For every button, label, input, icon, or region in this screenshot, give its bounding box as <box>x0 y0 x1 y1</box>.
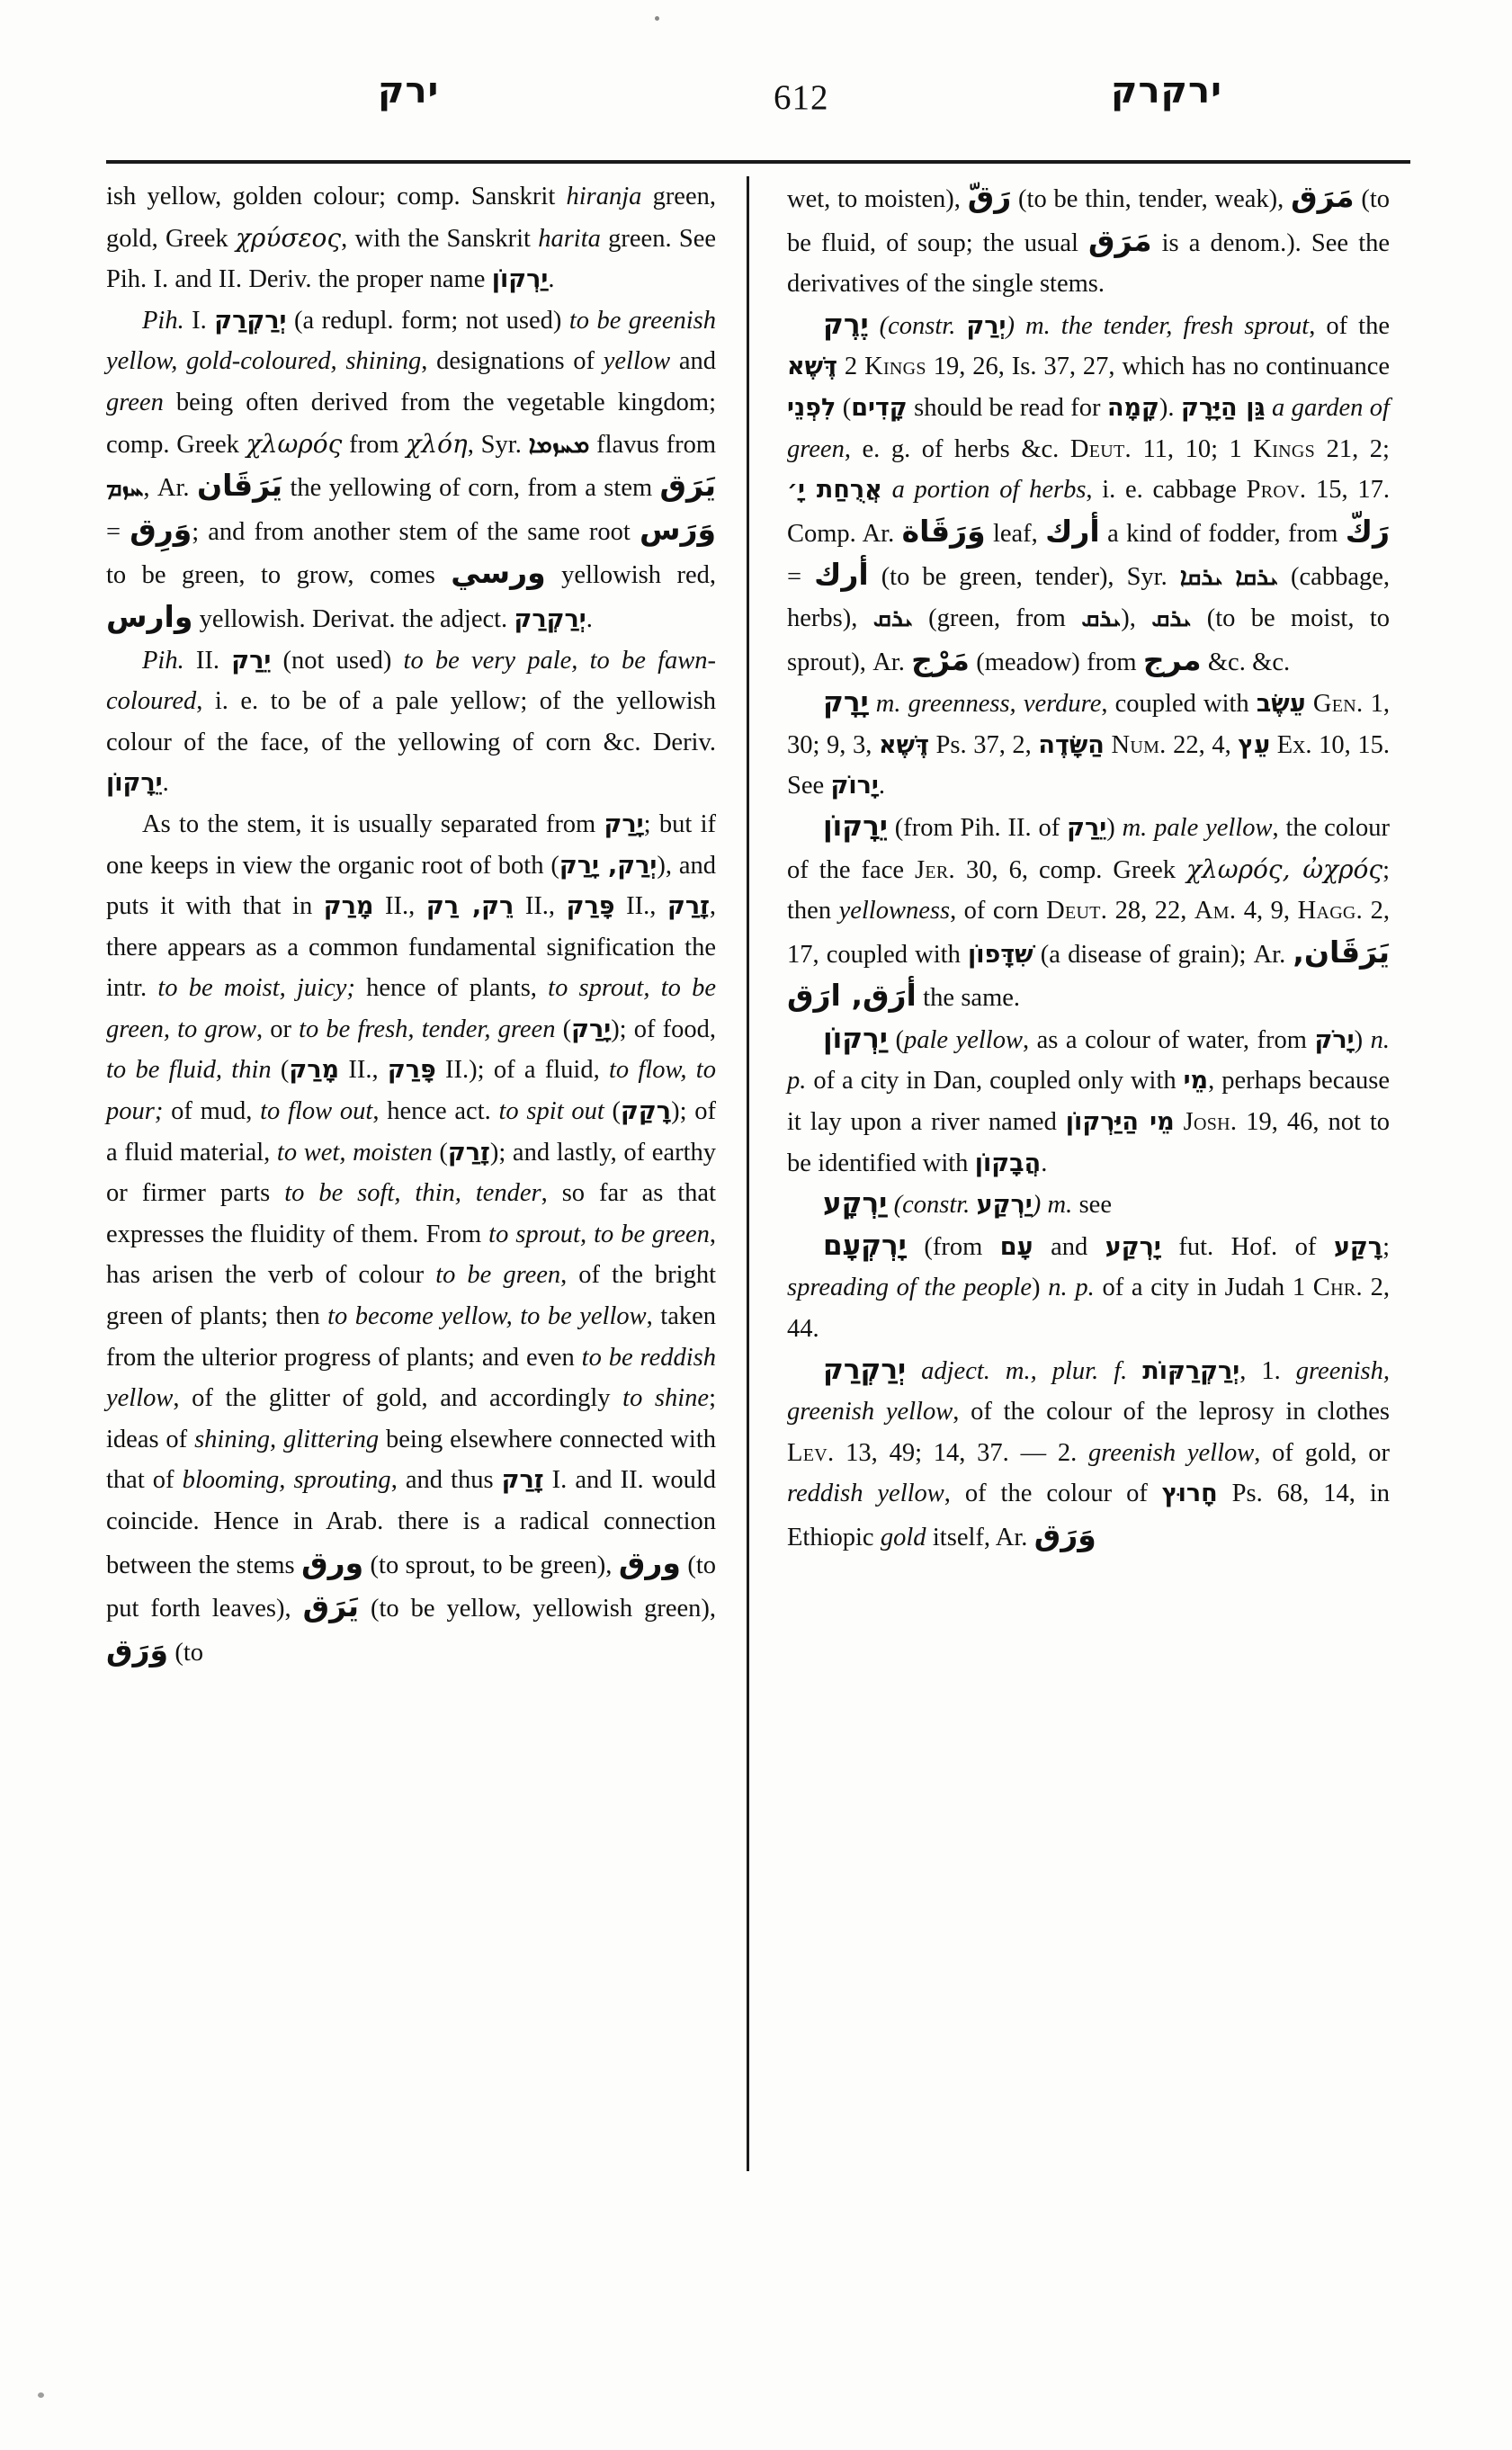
para-as-to-the-stem: As to the stem, it is usually separated from יָרַק; but if one keeps in view the organic root of both (יְרַק, יָרַק), and puts it with that in מָרַק II., רֵק, רַק II., פָּרַק II., זָרַק, there appears as a common fundamental signification the intr. to be moist, juicy; hence of plants, to sprout, to be green, to grow, or to be fresh, tender, green (יָרַק); of food, to be fluid, thin (מָרַק II., פָּרַק II.); of a fluid, to flow, to pour; of mud, to flow out, hence act. to spit out (רָקַק); of a fluid material, to wet, moisten (זָרַק); and lastly, of earthy or firmer parts to be soft, thin, tender, so far as that expresses the fluidity of them. From to sprout, to be green, has arisen the verb of colour to be green, of the bright green of plants; then to become yellow, to be yellow, taken from the ulterior progress of plants; and even to be reddish yellow, of the glitter of gold, and accordingly to shine; ideas of shining, glittering being elsewhere connected with that of blooming, sprouting, and thus זָרַק I. and II. would coincide. Hence in Arab. there is a radical connection between the stems ورق (to sprout, to be green), ورق (to put forth leaves), يَرَق (to be yellow, yellowish green), وَرَق (to <box>106 809 717 1668</box>
hebrew-word: חָרוּץ <box>1161 1480 1218 1508</box>
scripture-reference: Josh. <box>1183 1108 1238 1137</box>
arabic-word: وَرَقَاة <box>901 513 986 549</box>
hebrew-word: יְרַקְרַק <box>214 306 287 335</box>
scripture-reference: Lev. <box>787 1438 835 1467</box>
italic-gloss: reddish yellow <box>787 1480 944 1508</box>
hebrew-word: זָרַק <box>501 1466 544 1495</box>
arabic-word: وَرَق <box>106 1632 169 1668</box>
hebrew-word: מָרַק <box>323 892 374 921</box>
hebrew-word: יֵרָקוֹן <box>106 769 163 798</box>
italic-gloss: to be greenish yellow, gold-coloured, shining <box>106 306 716 376</box>
arabic-word: ورق <box>301 1544 364 1580</box>
arabic-word: مرج <box>1142 641 1202 677</box>
para-continuation-wet-to-moisten: wet, to moisten), رَقّ (to be thin, tender, weak), مَرَق (to be fluid, of soup; the usual مَرَق is a denom.). See the derivatives of the single stems. <box>787 179 1391 299</box>
hebrew-word: גַּן הַיָּרָק <box>1180 393 1266 422</box>
hebrew-word: יָרְקְעָם <box>823 1229 907 1262</box>
greek-word: χλωρός, ὠχρός <box>1186 854 1383 884</box>
arabic-word: ورسي <box>451 555 546 591</box>
italic-gloss: to be moist, juicy; <box>157 974 355 1003</box>
entry-yaraq-greenness: יָרָק m. greenness, verdure, coupled with עֵשֶׂב Gen. 1, 30; 9, 3, דֶּשֶׁא Ps. 37, 2, הַשָּׂדֶה Num. 22, 4, עֵץ Ex. 10, 15. See יָרוֹק. <box>787 686 1390 800</box>
arabic-word: أرك <box>814 557 869 593</box>
running-head-left-hebrew: ירק <box>378 70 440 112</box>
hebrew-word: יַרְקָע <box>823 1187 888 1221</box>
italic-gloss: Pih. <box>142 646 184 675</box>
entry-yereq: יֶרֶק (constr. יְרַק) m. the tender, fresh sprout, of the דֶּשֶׁא 2 Kings 19, 26, Is. 37, 27, which has no continuance לִפְנֵי (קָדִים should be read for קָמָה). גַּן הַיָּרָק a garden of green, e. g. of herbs &c. Deut. 11, 10; 1 Kings 21, 2; אֲרֻחַת יָ׳ a portion of herbs, i. e. cabbage Prov. 15, 17. Comp. Ar. وَرَقَاة leaf, أرك a kind of fodder, from رَكّ = أرك (to be green, tender), Syr. ܝܪܩܐ ܝܪܩܐ (cabbage, herbs), ܝܪܩ (green, from ܝܪܩ), ܝܪܩ (to be moist, to sprout), Ar. مَرْج (meadow) from مرج &c. &c. <box>787 308 1391 677</box>
italic-gloss: blooming, sprouting <box>182 1466 391 1495</box>
hebrew-word: יָרָק <box>823 686 869 720</box>
syriac-word: ܡܚܙܡܐ <box>528 430 590 459</box>
italic-gloss: to be soft, thin, tender <box>284 1179 541 1208</box>
hebrew-word: יַרְקוֹן <box>823 1022 888 1055</box>
para-pih-1: Pih. I. יְרַקְרַק (a redupl. form; not used) to be greenish yellow, gold-coloured, shining, designations of yellow and green being often derived from the vegetable kingdom; comp. Greek χλωρός from χλόη, Syr. ܡܚܙܡܐ flavus from ܚܙܡ, Ar. يَرَقَان the yellowing of corn, from a stem يَرَق = وَرِق; and from another stem of the same root وَرَس to be green, to grow, comes ورسي yellowish red, وارس yellowish. Derivat. the adject. יְרַקְרַק. <box>106 306 717 634</box>
italic-gloss: to wet, moisten <box>276 1138 433 1167</box>
scan-speck-top <box>655 16 659 21</box>
italic-gloss: to be green <box>435 1261 561 1290</box>
italic-gloss: ) <box>1006 311 1026 340</box>
italic-gloss: a garden of green <box>787 393 1390 463</box>
hebrew-word: רֵק, רַק <box>425 892 514 921</box>
scripture-reference: Kings <box>1253 434 1316 463</box>
hebrew-word: יֵרַק <box>231 646 272 675</box>
italic-gloss: to be fluid, thin <box>106 1056 272 1085</box>
italic-gloss: to be fresh, tender, green <box>299 1015 556 1043</box>
italic-gloss: pale yellow <box>903 1025 1023 1054</box>
arabic-word: وَرَس <box>639 511 716 547</box>
arabic-word: ورق <box>618 1544 681 1580</box>
hebrew-word: יָרֹק <box>1314 1025 1355 1054</box>
arabic-word: مَرْج <box>911 641 970 677</box>
hebrew-word: עֵשֶׂב <box>1256 690 1306 719</box>
hebrew-word: יָרַק <box>571 1015 612 1043</box>
hebrew-word: מֵי <box>1183 1067 1209 1095</box>
arabic-word: وَرَق <box>1033 1517 1096 1552</box>
hebrew-word: פָּרַק <box>566 892 615 921</box>
arabic-word: رَكّ <box>1345 513 1391 549</box>
syriac-word: ܝܪܩ <box>872 604 913 632</box>
running-head <box>108 70 1409 142</box>
hebrew-word: רָקַק <box>621 1097 672 1126</box>
italic-gloss: yellowness <box>838 897 951 925</box>
syriac-word: ܝܪܩ <box>1151 604 1192 632</box>
italic-gloss: to sprout, to be green, to grow <box>106 974 716 1043</box>
arabic-word: يَرَق <box>302 1588 359 1624</box>
italic-gloss: to sprout, to be green <box>488 1220 710 1248</box>
hebrew-word: יְרַקְרַקּוֹת <box>1142 1356 1240 1385</box>
hebrew-word: הֲבָקוֹן <box>974 1149 1042 1177</box>
italic-gloss: (constr. <box>868 311 967 340</box>
italic-gloss: gold <box>880 1524 926 1551</box>
hebrew-word: יֵרַק <box>1067 813 1107 842</box>
scan-speck-bottom <box>38 2392 44 2398</box>
italic-gloss: to flow, to pour; <box>106 1056 716 1126</box>
italic-gloss: m. the tender, fresh sprout <box>1025 311 1310 340</box>
greek-word: χρύσεος <box>235 222 342 253</box>
hebrew-word: עֵץ <box>1238 730 1271 759</box>
hebrew-word: יָרַק <box>604 809 644 838</box>
italic-gloss: yellow <box>603 347 671 376</box>
arabic-word: أرك <box>1045 513 1100 549</box>
hebrew-word: מֵי הַיַּרְקוֹן <box>1065 1108 1175 1137</box>
italic-gloss: harita <box>538 224 601 253</box>
hebrew-word: רָקַע <box>1333 1232 1383 1261</box>
arabic-word: وارس <box>106 598 193 634</box>
hebrew-word: יְרַקְרַק <box>514 604 586 633</box>
scripture-reference: Gen. <box>1312 690 1364 719</box>
italic-gloss: to spit out <box>498 1097 604 1126</box>
italic-gloss: n. p. <box>787 1025 1391 1095</box>
italic-gloss: hiranja <box>566 183 642 210</box>
hebrew-word: יָרוֹק <box>830 772 879 800</box>
arabic-word: مَرَق <box>1088 222 1152 258</box>
syriac-word: ܝܪܩܐ <box>1235 563 1279 592</box>
header-rule <box>106 160 1410 164</box>
italic-gloss: to be very pale, to be fawn-coloured <box>106 646 716 716</box>
italic-gloss: m. pale yellow <box>1122 813 1273 842</box>
scripture-reference: Jer. <box>915 855 955 884</box>
syriac-word: ܚܙܡ <box>106 474 144 503</box>
hebrew-word: יֵרָקוֹן <box>823 809 888 843</box>
italic-gloss: shining, glittering <box>194 1425 380 1453</box>
entry-yorqeam: יָרְקְעָם (from עָם and יָרְקַע fut. Hof. of רָקַע; spreading of the people) n. p. of a city in Judah 1 Chr. 2, 44. <box>787 1229 1390 1344</box>
syriac-word: ܝܪܩܐ <box>1179 563 1223 592</box>
hebrew-word: זָרַק <box>667 892 710 921</box>
italic-gloss: to shine <box>622 1384 710 1413</box>
hebrew-word: קָדִים <box>851 393 908 422</box>
hebrew-word: זָרַק <box>447 1138 490 1167</box>
italic-gloss: to be reddish yellow <box>106 1343 716 1413</box>
syriac-word: ܝܪܩ <box>1081 604 1122 632</box>
hebrew-word: פָּרַק <box>387 1056 436 1085</box>
italic-gloss: n. p. <box>1048 1274 1095 1302</box>
page-number: 612 <box>774 78 829 117</box>
hebrew-word: יְרַק, יָרַק <box>559 851 658 880</box>
greek-word: χλωρός <box>246 428 343 459</box>
italic-gloss: m. <box>1047 1191 1073 1220</box>
italic-gloss: ) <box>1032 1191 1048 1220</box>
column-divider <box>747 176 749 2171</box>
hebrew-word: יְרַק <box>966 311 1007 340</box>
italic-gloss: a portion of herbs <box>891 476 1087 505</box>
running-head-right-hebrew: ירקרק <box>1111 70 1222 112</box>
scripture-reference: Chr. <box>1312 1274 1363 1302</box>
italic-gloss: adject. m., plur. f. <box>921 1356 1128 1385</box>
scripture-reference: Am. <box>1194 897 1237 925</box>
italic-gloss: (constr. <box>887 1191 977 1220</box>
arabic-word: يَرَقَان, أرَق, ارَق <box>787 934 1390 1014</box>
entry-yarqa: יַרְקָע (constr. יַרְקַע) m. see <box>823 1187 1112 1221</box>
hebrew-word: קָמָה <box>1106 393 1159 422</box>
para-pih-2: Pih. II. יֵרַק (not used) to be very pale, to be fawn-coloured, i. e. to be of a pale yellow; of the yellowish colour of the face, of the yellowing of corn &c. Deriv. יֵרָקוֹן. <box>106 646 716 798</box>
entry-yeraqon-pale-yellow: יֵרָקוֹן (from Pih. II. of יֵרַק) m. pale yellow, the colour of the face Jer. 30, 6, comp. Greek χλωρός, ὠχρός; then yellowness, of corn Deut. 28, 22, Am. 4, 9, Hagg. 2, 17, coupled with שִׁדָּפוֹן (a disease of grain); Ar. يَرَقَان, أرَق, ارَق the same. <box>787 809 1390 1014</box>
hebrew-word: דֶּשֶׁא <box>878 730 929 759</box>
scripture-reference: Hagg. <box>1297 897 1364 925</box>
entry-yarqon-city-in-dan: יַרְקוֹן (pale yellow, as a colour of water, from יָרֹק) n. p. of a city in Dan, coupled only with מֵי, perhaps because it lay upon a river named מֵי הַיַּרְקוֹן Josh. 19, 46, not to be identified with הֲבָקוֹן. <box>787 1022 1391 1177</box>
arabic-word: يَرَق <box>659 468 716 504</box>
hebrew-word: אֲרֻחַת יָ׳ <box>787 476 882 505</box>
scripture-reference: Deut. <box>1046 897 1108 925</box>
entry-yeraqraq: יְרַקְרַק adject. m., plur. f. יְרַקְרַקּוֹת, 1. greenish, greenish yellow, of the colour of the leprosy in clothes Lev. 13, 49; 14, 37. — 2. greenish yellow, of gold, or reddish yellow, of the colour of חָרוּץ Ps. 68, 14, in Ethiopic gold itself, Ar. وَرَق <box>787 1353 1391 1552</box>
italic-gloss: to flow out <box>260 1097 373 1126</box>
hebrew-word: יָרְקַע <box>1105 1232 1161 1261</box>
italic-gloss: to become yellow, to be yellow <box>327 1302 647 1331</box>
hebrew-word: דֶּשֶׁא <box>787 353 838 381</box>
scripture-reference: Deut. <box>1069 434 1132 463</box>
italic-gloss: greenish, greenish yellow <box>787 1356 1390 1426</box>
column-container <box>106 176 1412 2200</box>
italic-gloss: spreading of the people <box>787 1274 1033 1302</box>
hebrew-word: הַשָּׂדֶה <box>1038 730 1105 759</box>
hebrew-word: עָם <box>999 1232 1033 1261</box>
italic-gloss: m. greenness, verdure <box>875 690 1102 719</box>
italic-gloss: greenish yellow <box>1088 1438 1255 1467</box>
italic-gloss: Pih. <box>142 306 184 335</box>
arabic-word: يَرَقَان <box>196 468 283 504</box>
left-column <box>106 176 736 2200</box>
hebrew-word: יַרְקַע <box>976 1191 1033 1220</box>
hebrew-word: מָרַק <box>289 1056 340 1085</box>
hebrew-word: לִפְנֵי <box>787 393 837 422</box>
arabic-word: مَرَق <box>1291 179 1355 214</box>
hebrew-word: יֶרֶק <box>823 308 869 341</box>
arabic-word: وَرِق <box>130 511 192 547</box>
greek-word: χλόη <box>406 428 468 459</box>
arabic-word: رَقّ <box>967 179 1012 214</box>
scripture-reference: Prov. <box>1246 476 1307 505</box>
hebrew-word: יַרְקוֹן <box>491 265 549 294</box>
right-column <box>760 176 1390 2200</box>
scripture-reference: Kings <box>864 353 926 381</box>
hebrew-word: שִׁדָּפוֹן <box>967 940 1033 969</box>
italic-gloss: green <box>106 388 164 416</box>
hebrew-word: יְרַקְרַק <box>823 1353 907 1386</box>
para-continuation-hiranja: ish yellow, golden colour; comp. Sanskrit hiranja green, gold, Greek χρύσεος, with the Sanskrit harita green. See Pih. I. and II. Deriv. the proper name יַרְקוֹן. <box>106 183 716 294</box>
scripture-reference: Num. <box>1111 730 1167 759</box>
